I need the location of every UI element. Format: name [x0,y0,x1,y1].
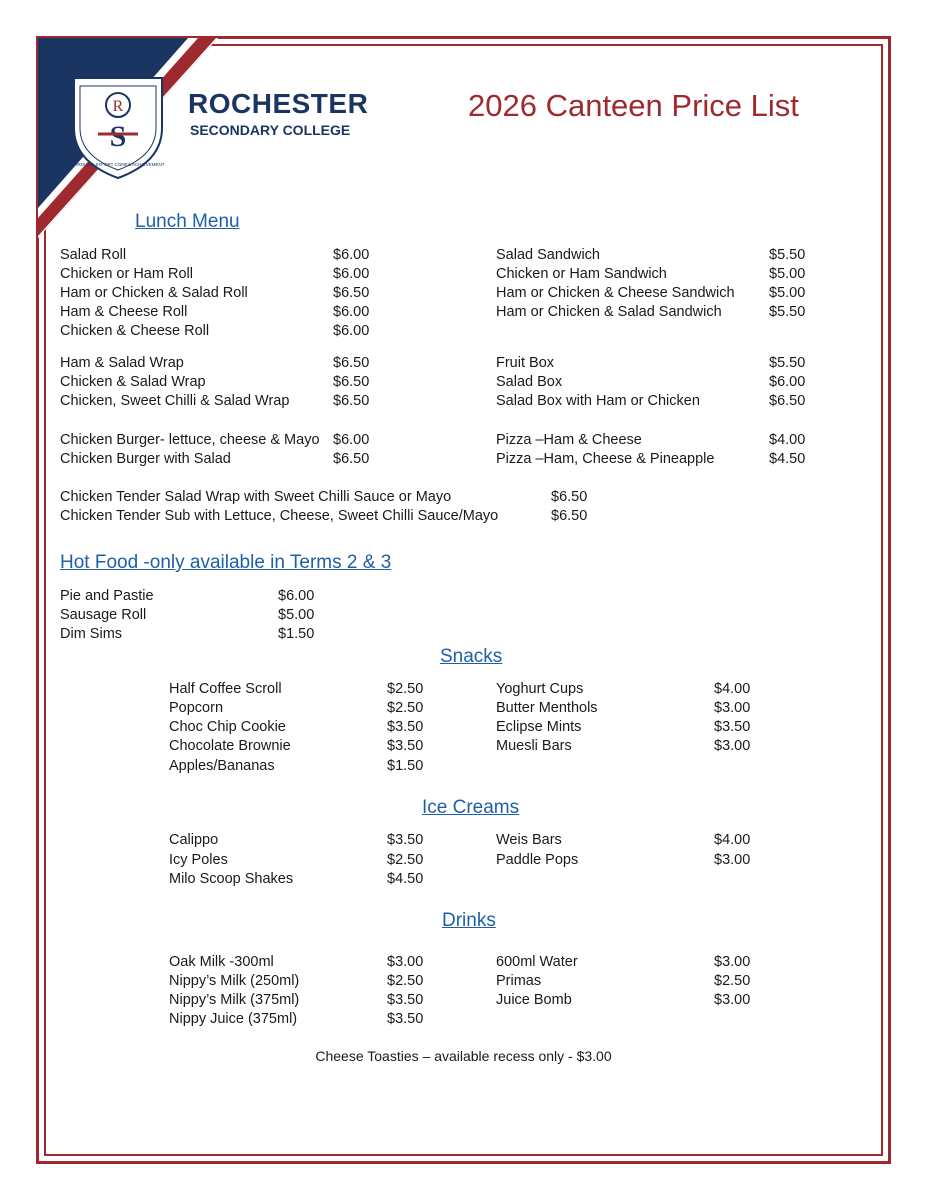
menu-item-price: $6.50 [333,374,370,390]
menu-item-name: Chicken Burger with Salad [60,451,231,467]
menu-item-price: $3.50 [387,738,424,754]
menu-item-price: $6.00 [333,266,370,282]
menu-item-name: Choc Chip Cookie [169,719,286,735]
menu-item-name: Half Coffee Scroll [169,681,282,697]
menu-item-name: 600ml Water [496,954,578,970]
menu-item-name: Ham or Chicken & Cheese Sandwich [496,285,735,301]
menu-item-price: $6.00 [333,304,370,320]
menu-item-price: $6.00 [769,374,806,390]
menu-item-price: $2.50 [387,973,424,989]
ice-creams-heading: Ice Creams [422,797,520,818]
menu-item-name: Sausage Roll [60,607,147,623]
crest-letter-r: R [112,98,124,115]
menu-item-price: $3.00 [714,852,751,868]
menu-item-price: $2.50 [387,852,424,868]
menu-item-name: Chocolate Brownie [169,738,291,754]
menu-item-price: $6.00 [333,247,370,263]
menu-item-name: Weis Bars [496,832,562,848]
menu-item-price: $4.00 [769,432,806,448]
menu-item-price: $5.00 [278,607,315,623]
menu-item-name: Ham & Salad Wrap [60,355,184,371]
menu-item-price: $6.50 [551,508,588,524]
lunch-menu-heading: Lunch Menu [135,211,240,232]
menu-item-price: $6.50 [333,285,370,301]
menu-item-name: Paddle Pops [496,852,579,868]
menu-item-price: $3.00 [714,954,751,970]
menu-item-price: $5.00 [769,266,806,282]
menu-item-name: Chicken or Ham Sandwich [496,266,667,282]
menu-item-price: $3.50 [387,832,424,848]
menu-item-name: Salad Sandwich [496,247,600,263]
menu-item-name: Oak Milk -300ml [169,954,274,970]
crest-motto-text: THROUGH EFFORT COMES ACHIEVEMENT [71,162,165,167]
menu-item-price: $3.50 [714,719,751,735]
menu-item-name: Chicken & Cheese Roll [60,323,210,339]
menu-item-price: $4.50 [769,451,806,467]
menu-item-price: $2.50 [387,681,424,697]
menu-item-name: Icy Poles [169,852,228,868]
menu-item-price: $1.50 [387,758,424,774]
menu-item-name: Butter Menthols [496,700,598,716]
menu-item-name: Nippy Juice (375ml) [169,1011,298,1027]
menu-item-name: Chicken Burger- lettuce, cheese & Mayo [60,432,320,448]
menu-item-price: $6.50 [333,393,370,409]
crest-name-text: ROCHESTER [96,79,140,86]
menu-item-name: Chicken Tender Sub with Lettuce, Cheese, Sweet Chilli Sauce/Mayo [60,508,499,524]
menu-item-name: Ham or Chicken & Salad Roll [60,285,248,301]
drinks-heading: Drinks [442,910,496,931]
menu-item-price: $6.00 [333,323,370,339]
hot-food-heading: Hot Food -only available in Terms 2 & 3 [60,552,392,573]
menu-item-name: Ham & Cheese Roll [60,304,188,320]
menu-item-name: Milo Scoop Shakes [169,871,294,887]
menu-item-name: Muesli Bars [496,738,572,754]
menu-item-price: $6.50 [333,355,370,371]
menu-item-price: $1.50 [278,626,315,642]
menu-item-name: Chicken Tender Salad Wrap with Sweet Chilli Sauce or Mayo [60,489,452,505]
menu-item-price: $5.50 [769,247,806,263]
menu-item-name: Popcorn [169,700,224,716]
menu-item-name: Pie and Pastie [60,588,154,604]
menu-item-price: $2.50 [387,700,424,716]
menu-item-price: $3.00 [714,738,751,754]
school-name: ROCHESTER [188,88,369,119]
menu-item-name: Salad Roll [60,247,127,263]
menu-item-price: $6.00 [333,432,370,448]
menu-item-price: $6.50 [333,451,370,467]
menu-item-name: Fruit Box [496,355,555,371]
menu-item-name: Eclipse Mints [496,719,582,735]
menu-item-price: $6.00 [278,588,315,604]
menu-item-name: Chicken or Ham Roll [60,266,193,282]
menu-item-name: Ham or Chicken & Salad Sandwich [496,304,722,320]
menu-item-name: Primas [496,973,542,989]
menu-item-price: $3.00 [714,700,751,716]
menu-item-price: $3.00 [714,992,751,1008]
menu-item-name: Nippy’s Milk (375ml) [169,992,300,1008]
menu-item-name: Yoghurt Cups [496,681,584,697]
menu-item-price: $4.00 [714,832,751,848]
menu-item-price: $3.50 [387,992,424,1008]
menu-item-price: $3.00 [387,954,424,970]
cheese-toasties-note: Cheese Toasties – available recess only - $3.00 [315,1048,612,1064]
menu-item-price: $6.50 [551,489,588,505]
menu-item-price: $5.50 [769,355,806,371]
page-title: 2026 Canteen Price List [468,88,799,123]
menu-item-name: Pizza –Ham, Cheese & Pineapple [496,451,715,467]
menu-item-price: $3.50 [387,1011,424,1027]
menu-item-name: Calippo [169,832,219,848]
menu-item-price: $5.00 [769,285,806,301]
menu-item-name: Apples/Bananas [169,758,275,774]
menu-item-name: Salad Box with Ham or Chicken [496,393,700,409]
menu-item-price: $3.50 [387,719,424,735]
snacks-heading: Snacks [440,646,503,667]
school-subtitle: SECONDARY COLLEGE [190,122,351,138]
menu-item-name: Dim Sims [60,626,123,642]
menu-item-name: Nippy’s Milk (250ml) [169,973,300,989]
menu-item-name: Chicken, Sweet Chilli & Salad Wrap [60,393,290,409]
menu-item-price: $4.50 [387,871,424,887]
menu-item-name: Pizza –Ham & Cheese [496,432,642,448]
menu-item-name: Juice Bomb [496,992,572,1008]
menu-item-price: $5.50 [769,304,806,320]
crest-letter-s: S [109,120,127,153]
school-crest-logo [68,70,168,182]
menu-item-price: $2.50 [714,973,751,989]
menu-item-name: Salad Box [496,374,563,390]
menu-item-price: $4.00 [714,681,751,697]
menu-item-price: $6.50 [769,393,806,409]
menu-item-name: Chicken & Salad Wrap [60,374,206,390]
